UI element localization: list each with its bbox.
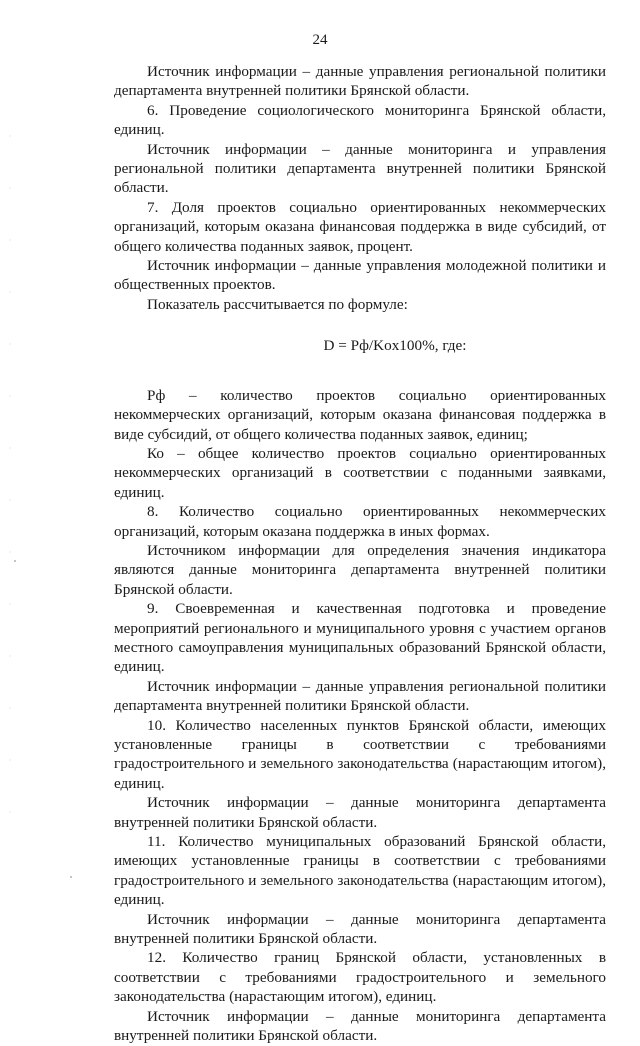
paragraph: 11. Количество муниципальных образований Брянской области, имеющих установленные границы в соответствии с требованиями градостроительного и земельного законодательства (нарастающим итогом), единиц. (114, 833, 606, 909)
scan-speck (70, 876, 72, 878)
paragraph: 8. Количество социально ориентированных некоммерческих организаций, которым оказана поддержка в иных формах. (114, 503, 606, 540)
paragraph: Источником информации для определения значения индикатора являются данные мониторинга департамента внутренней политики Брянской области. (114, 541, 606, 598)
paragraph: 9. Своевременная и качественная подготовка и проведение мероприятий регионального и муниципального уровня с участием органов местного самоуправления муниципальных образований Брянской области, единиц. (114, 600, 606, 676)
document-body (114, 62, 606, 1046)
paragraph: Источник информации – данные управления региональной политики департамента внутренней политики Брянской области. (114, 677, 606, 715)
paragraph: 12. Количество границ Брянской области, установленных в соответствии с требованиями градостроительного и земельного законодательства (нарастающим итогом), единиц. (114, 949, 606, 1006)
formula: D = Pф/Kox100%, где: (323, 337, 467, 355)
scan-speck (14, 560, 16, 562)
paragraph: 7. Доля проектов социально ориентированных некоммерческих организаций, которым оказана финансовая поддержка в виде субсидий, от общего количества поданных заявок, процент. (114, 198, 606, 255)
paragraph: Рф – количество проектов социально ориентированных некоммерческих организаций, которым оказана финансовая поддержка в виде субсидий, от общего количества поданных заявок, единиц; (114, 386, 606, 443)
paragraph: Источник информации – данные мониторинга департамента внутренней политики Брянской области. (114, 1007, 606, 1045)
paragraph: Источник информации – данные управления региональной политики департамента внутренней политики Брянской области. (114, 63, 606, 100)
paragraph: 10. Количество населенных пунктов Брянской области, имеющих установленные границы в соответствии с требованиями градостроительного и земельного законодательства (нарастающим итогом), единиц. (114, 716, 606, 792)
paragraph: Источник информации – данные управления молодежной политики и общественных проектов. (114, 257, 606, 294)
paragraph: Источник информации – данные мониторинга департамента внутренней политики Брянской области. (114, 794, 606, 831)
paragraph: Показатель рассчитывается по формуле: (147, 295, 408, 313)
page-number: 24 (312, 32, 328, 48)
paragraph: Источник информации – данные мониторинга и управления региональной политики департамента внутренней политики Брянской области. (114, 140, 606, 197)
paragraph: Ко – общее количество проектов социально ориентированных некоммерческих организаций в соответствии с поданными заявками, единиц. (114, 444, 606, 501)
paragraph: 6. Проведение социологического мониторинга Брянской области, единиц. (114, 101, 606, 139)
paragraph: Источник информации – данные мониторинга департамента внутренней политики Брянской области. (114, 910, 606, 948)
scan-margin-marks (8, 110, 12, 850)
